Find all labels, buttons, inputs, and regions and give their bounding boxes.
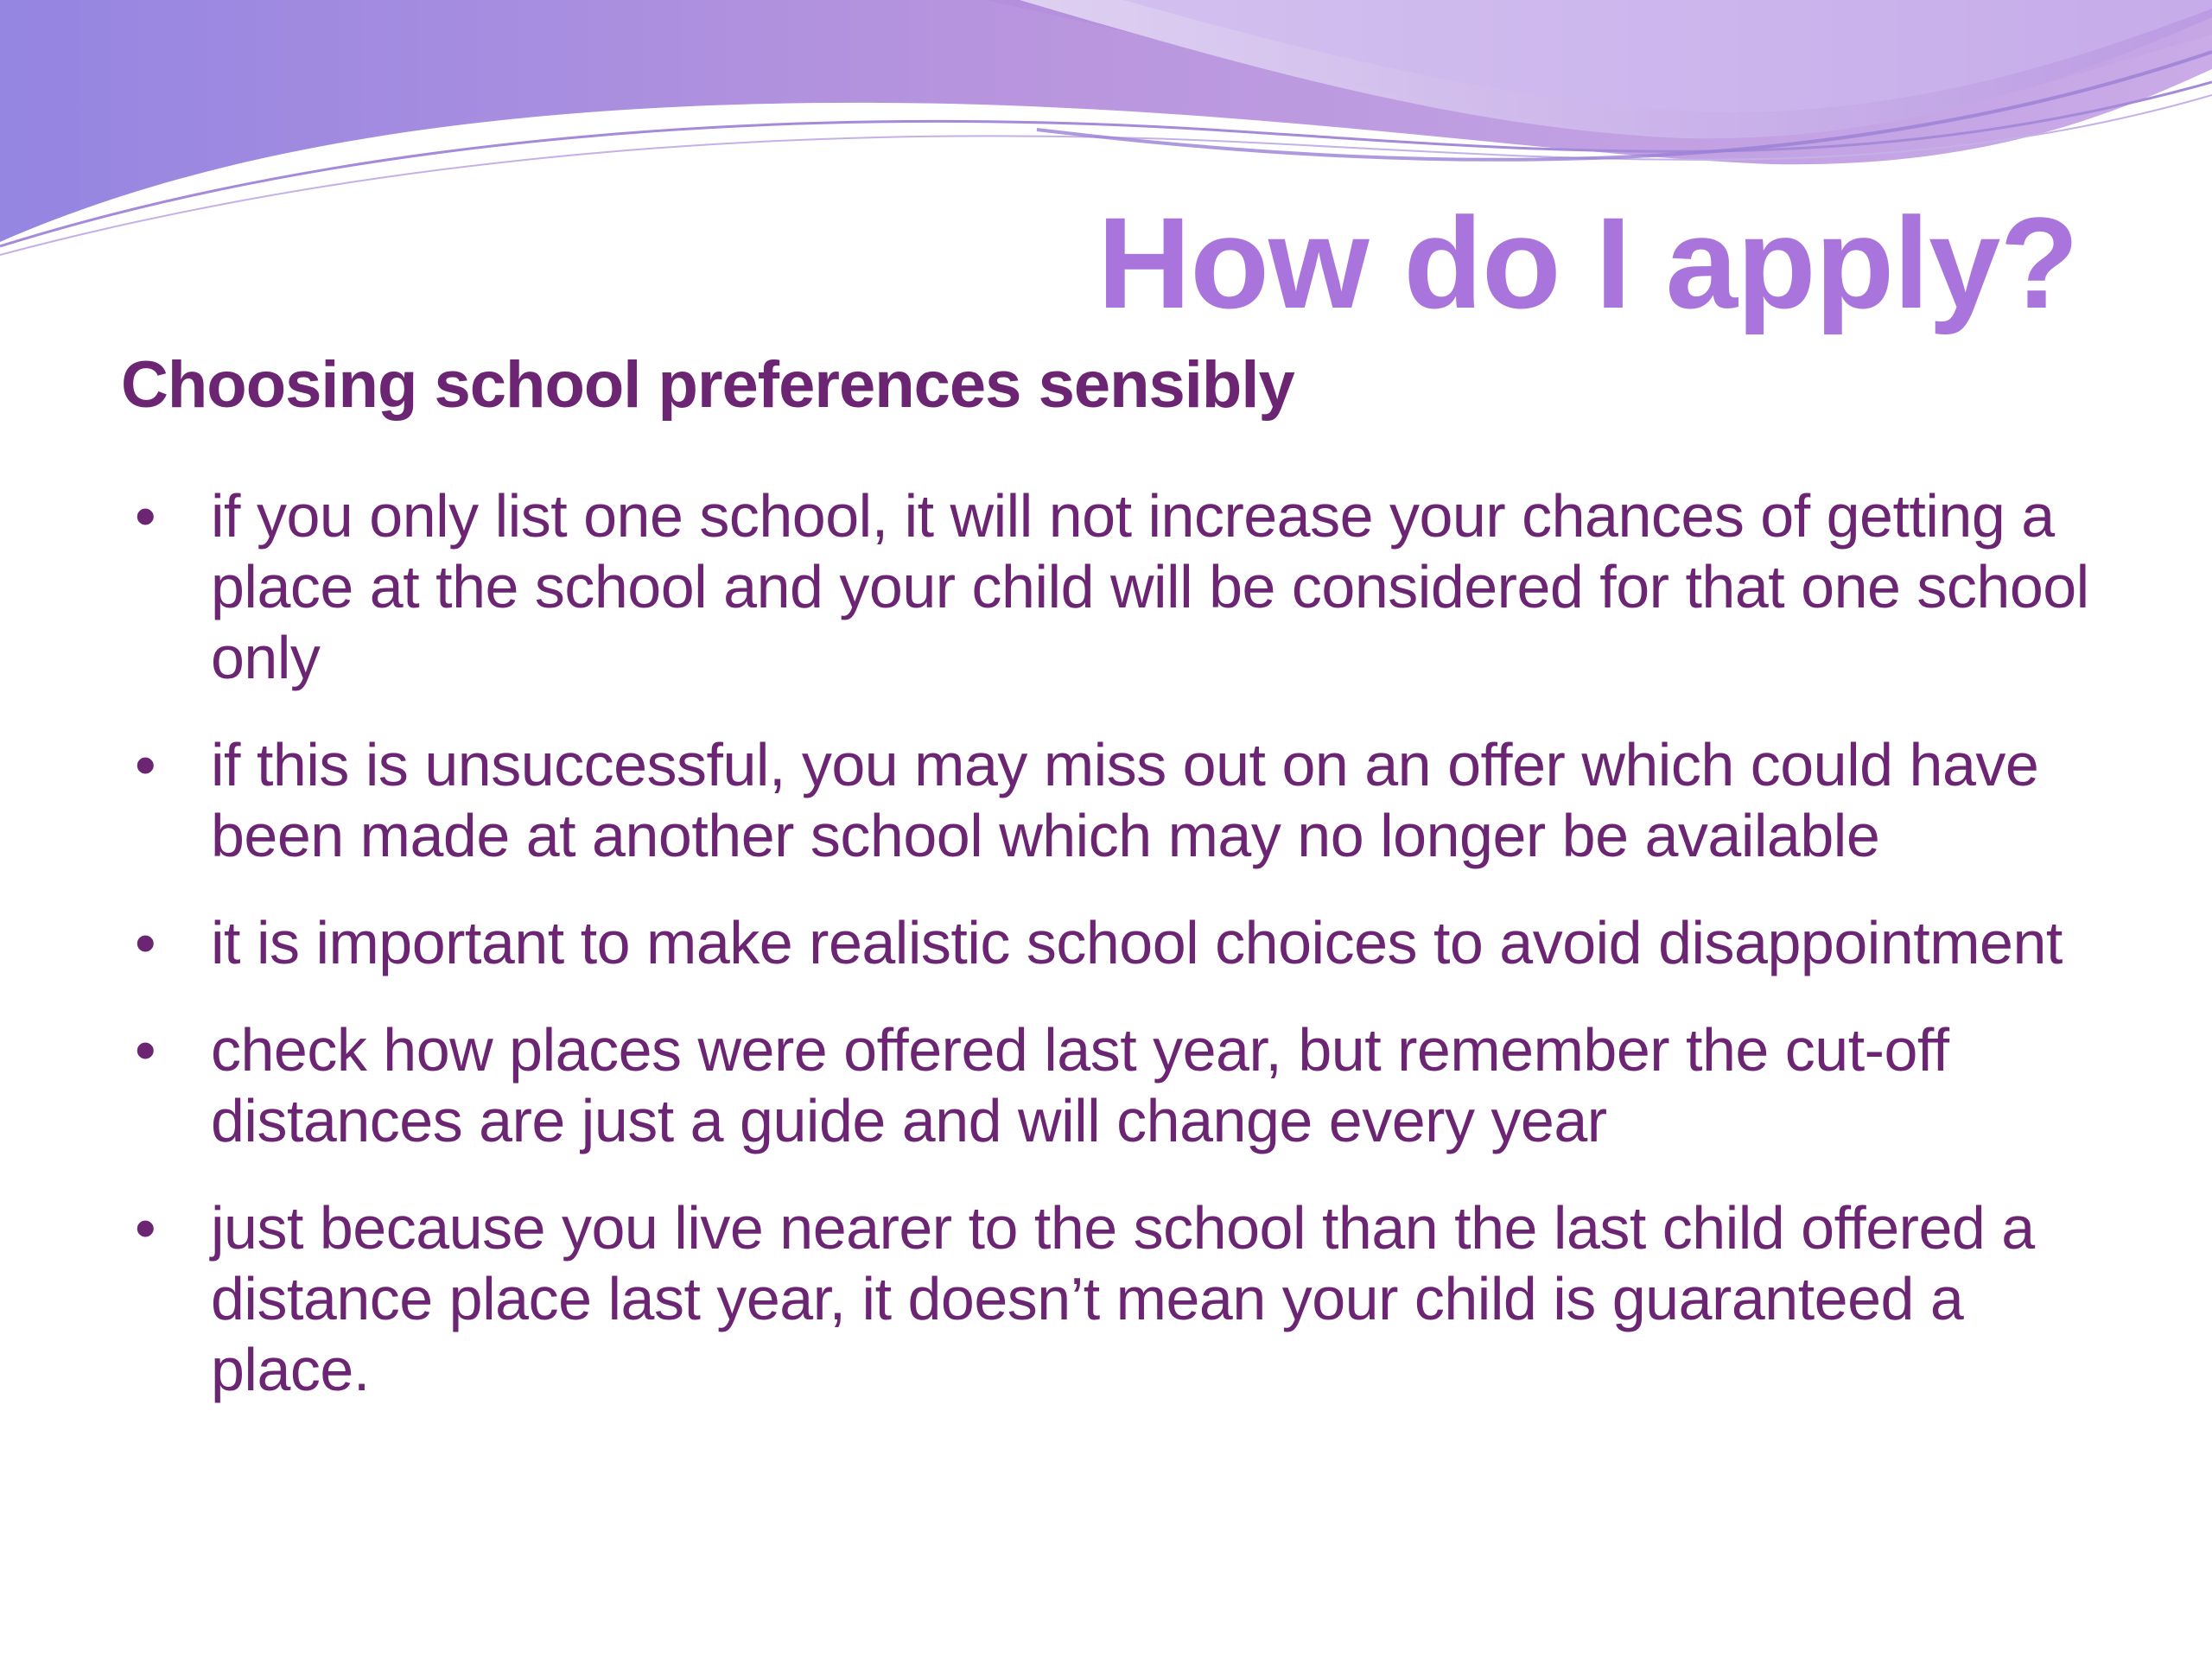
bullet-text: just because you live nearer to the school than the last child offered a distance place last year, it doesn’t mean your child is guaranteed a place. [211, 1194, 2035, 1403]
bullet-item [121, 480, 2091, 693]
bullet-item [121, 729, 2091, 871]
bullet-text: it is important to make realistic school choices to avoid disappointment [211, 909, 2063, 976]
bullet-text: if you only list one school, it will not increase your chances of getting a place at the school and your child will be considered for that one school only [211, 482, 2089, 691]
slide-title: How do I apply? [1097, 190, 2078, 335]
bullet-item [121, 1014, 2091, 1156]
bullet-list [121, 480, 2091, 1441]
bullet-item [121, 1192, 2091, 1405]
bullet-text: if this is unsuccessful, you may miss out on an offer which could have been made at another school which may no longer be available [211, 731, 2039, 869]
bullet-dot-icon: • [134, 909, 156, 976]
bullet-dot-icon: • [134, 731, 156, 798]
slide-subtitle: Choosing school preferences sensibly [121, 348, 1294, 422]
bullet-dot-icon: • [134, 482, 156, 550]
bullet-dot-icon: • [134, 1194, 156, 1262]
bullet-dot-icon: • [134, 1016, 156, 1084]
bullet-item [121, 907, 2091, 978]
bullet-text: check how places were offered last year, but remember the cut-off distances are just a guide and will change every year [211, 1016, 1949, 1154]
